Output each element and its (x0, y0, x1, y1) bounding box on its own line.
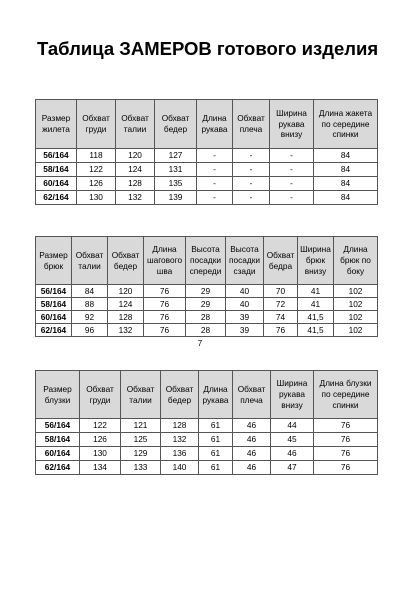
table-cell: 41,5 (298, 311, 334, 324)
table-cell: 125 (121, 433, 161, 447)
table-cell: 47 (271, 461, 314, 475)
size-cell: 62/164 (36, 461, 80, 475)
table-cell: 118 (77, 149, 116, 163)
page-number: 7 (197, 339, 203, 348)
table-cell: 120 (108, 285, 144, 298)
page-title: Таблица ЗАМЕРОВ готового изделия (37, 38, 379, 59)
header-cell: Размер жилета (36, 100, 77, 149)
table-cell: 76 (144, 285, 186, 298)
header-cell: Ширина рукава внизу (270, 100, 314, 149)
table-cell: 122 (77, 163, 116, 177)
header-cell: Размер брюк (36, 237, 72, 285)
table-cell: 46 (233, 419, 271, 433)
table-cell: 129 (121, 447, 161, 461)
size-cell: 60/164 (36, 311, 72, 324)
table-cell: - (197, 177, 233, 191)
table-cell: 46 (233, 447, 271, 461)
table-cell: 41,5 (298, 324, 334, 337)
table-cell: 76 (264, 324, 298, 337)
table-cell: 136 (161, 447, 199, 461)
table-cell: 126 (77, 177, 116, 191)
table-cell: 102 (334, 324, 378, 337)
table-row (36, 324, 378, 337)
table-cell: 121 (121, 419, 161, 433)
table-cell: - (270, 149, 314, 163)
table-cell: 132 (108, 324, 144, 337)
blouse-measurements-table (35, 370, 378, 475)
size-cell: 58/164 (36, 298, 72, 311)
table-cell: 84 (314, 177, 378, 191)
vest-measurements-table (35, 99, 378, 205)
table-cell: - (270, 163, 314, 177)
table-cell: 72 (264, 298, 298, 311)
table-cell: 40 (226, 298, 264, 311)
table-cell: - (233, 149, 270, 163)
size-cell: 60/164 (36, 177, 77, 191)
table-cell: 45 (271, 433, 314, 447)
header-cell: Обхват плеча (233, 371, 271, 419)
table-row (36, 163, 378, 177)
table-cell: 124 (116, 163, 155, 177)
table-cell: - (233, 177, 270, 191)
table-cell: 128 (161, 419, 199, 433)
table-cell: 41 (298, 285, 334, 298)
table-cell: 76 (144, 311, 186, 324)
header-cell: Ширина брюк внизу (298, 237, 334, 285)
table-cell: 133 (121, 461, 161, 475)
table-cell: 28 (186, 311, 226, 324)
header-cell: Длина рукава (199, 371, 233, 419)
table-cell: 40 (226, 285, 264, 298)
table-cell: - (233, 163, 270, 177)
trousers-measurements-table (35, 236, 378, 337)
table-cell: 131 (155, 163, 197, 177)
table-cell: 76 (144, 298, 186, 311)
table-cell: 61 (199, 433, 233, 447)
table-cell: 84 (72, 285, 108, 298)
header-cell: Обхват бедра (264, 237, 298, 285)
header-cell: Длина брюк по боку (334, 237, 378, 285)
table-cell: 102 (334, 298, 378, 311)
table-cell: 88 (72, 298, 108, 311)
table-cell: 28 (186, 324, 226, 337)
size-cell: 56/164 (36, 419, 80, 433)
table-cell: 29 (186, 298, 226, 311)
header-cell: Обхват бедер (161, 371, 199, 419)
size-cell: 62/164 (36, 191, 77, 205)
table-cell: 122 (80, 419, 121, 433)
header-cell: Обхват бедер (155, 100, 197, 149)
table-cell: 92 (72, 311, 108, 324)
table-cell: 128 (108, 311, 144, 324)
table-cell: 102 (334, 285, 378, 298)
header-cell: Обхват груди (77, 100, 116, 149)
header-cell: Ширина рукава внизу (271, 371, 314, 419)
table-header-row (36, 371, 378, 419)
header-cell: Длина жакета по середине спинки (314, 100, 378, 149)
header-cell: Длина рукава (197, 100, 233, 149)
table-header-row (36, 100, 378, 149)
table-cell: 139 (155, 191, 197, 205)
table-cell: 76 (314, 419, 378, 433)
table-cell: 102 (334, 311, 378, 324)
table-cell: 74 (264, 311, 298, 324)
table-cell: 39 (226, 311, 264, 324)
table-cell: 124 (108, 298, 144, 311)
table-cell: 84 (314, 149, 378, 163)
size-cell: 56/164 (36, 285, 72, 298)
size-cell: 60/164 (36, 447, 80, 461)
table-cell: 130 (80, 447, 121, 461)
table-cell: - (233, 191, 270, 205)
table-cell: - (197, 191, 233, 205)
table-cell: 76 (144, 324, 186, 337)
table-row (36, 311, 378, 324)
table-cell: 84 (314, 163, 378, 177)
table-cell: 29 (186, 285, 226, 298)
table-cell: - (270, 177, 314, 191)
header-cell: Обхват бедер (108, 237, 144, 285)
header-cell: Длина шагового шва (144, 237, 186, 285)
table-row (36, 461, 378, 475)
table-row (36, 177, 378, 191)
table-row (36, 191, 378, 205)
table-cell: - (270, 191, 314, 205)
size-cell: 58/164 (36, 163, 77, 177)
size-cell: 62/164 (36, 324, 72, 337)
table-cell: 61 (199, 461, 233, 475)
table-cell: 70 (264, 285, 298, 298)
header-cell: Обхват груди (80, 371, 121, 419)
table-cell: 126 (80, 433, 121, 447)
header-cell: Высота посадки сзади (226, 237, 264, 285)
header-cell: Обхват талии (121, 371, 161, 419)
table-cell: 46 (271, 447, 314, 461)
table-cell: 46 (233, 461, 271, 475)
table-cell: 46 (233, 433, 271, 447)
header-cell: Длина блузки по середине спинки (314, 371, 378, 419)
table-cell: 130 (77, 191, 116, 205)
size-cell: 58/164 (36, 433, 80, 447)
table-cell: 132 (116, 191, 155, 205)
table-header-row (36, 237, 378, 285)
table-cell: 96 (72, 324, 108, 337)
table-cell: 84 (314, 191, 378, 205)
table-cell: 76 (314, 433, 378, 447)
table-cell: 134 (80, 461, 121, 475)
size-cell: 56/164 (36, 149, 77, 163)
table-cell: 128 (116, 177, 155, 191)
table-cell: 140 (161, 461, 199, 475)
header-cell: Высота посадки спереди (186, 237, 226, 285)
table-cell: - (197, 149, 233, 163)
table-cell: 39 (226, 324, 264, 337)
header-cell: Размер блузки (36, 371, 80, 419)
table-cell: 127 (155, 149, 197, 163)
table-cell: 61 (199, 419, 233, 433)
table-row (36, 447, 378, 461)
table-cell: - (197, 163, 233, 177)
table-row (36, 149, 378, 163)
table-row (36, 285, 378, 298)
header-cell: Обхват талии (116, 100, 155, 149)
table-row (36, 298, 378, 311)
table-cell: 61 (199, 447, 233, 461)
table-row (36, 419, 378, 433)
header-cell: Обхват талии (72, 237, 108, 285)
table-cell: 135 (155, 177, 197, 191)
table-cell: 41 (298, 298, 334, 311)
table-cell: 132 (161, 433, 199, 447)
table-cell: 44 (271, 419, 314, 433)
table-cell: 76 (314, 447, 378, 461)
header-cell: Обхват плеча (233, 100, 270, 149)
table-cell: 76 (314, 461, 378, 475)
table-row (36, 433, 378, 447)
table-cell: 120 (116, 149, 155, 163)
